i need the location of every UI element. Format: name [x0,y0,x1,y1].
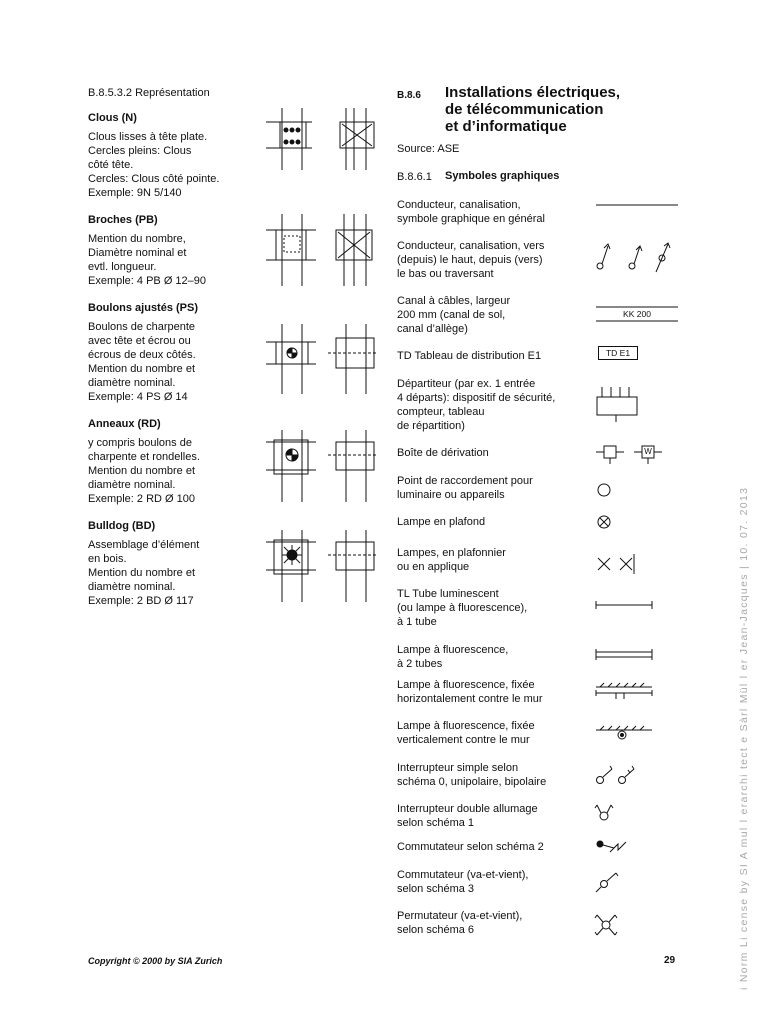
wall-lamp-icon [594,552,644,576]
source-line: Source: ASE [397,143,460,155]
text-line: Diamètre nominal et [88,247,187,259]
text-line: Point de raccordement pour [397,475,533,487]
left-block-clous [88,112,219,200]
fluorescent-2-icon [594,647,654,663]
item-ceiling-lamp [397,515,485,529]
text-line: Lampe à fluorescence, [397,644,509,656]
text-line: evtl. longueur. [88,261,157,273]
text-line: verticalement contre le mur [397,734,530,746]
text-line: Exemple: 9N 5/140 [88,187,182,199]
text-line: y compris boulons de [88,437,192,449]
pin-connection-drawing [266,214,378,286]
text-line: Commutateur selon schéma 2 [397,841,544,853]
text-line: selon schéma 3 [397,883,475,895]
text-line: TL Tube luminescent [397,588,499,600]
text-line: symbole graphique en général [397,213,545,225]
title-line: et d’informatique [445,118,567,135]
junction-box-icon [594,442,684,466]
switch-simple-icon [594,764,644,786]
section-title [445,84,620,135]
junction-box-label: W [644,447,652,456]
text-line: côté tête. [88,159,134,171]
ceiling-lamp-icon [594,512,614,532]
text-line: Clous lisses à tête plate. [88,131,208,143]
fluorescent-1-icon [594,598,654,612]
text-line: selon schéma 1 [397,817,475,829]
text-line: charpente et rondelles. [88,451,200,463]
left-block-anneaux [88,418,200,506]
left-block-boulons [88,302,198,404]
text-line: avec tête et écrou ou [88,335,191,347]
switch-double-icon [594,802,624,826]
text-line: Exemple: 2 RD Ø 100 [88,493,195,505]
text-line: Départiteur (par ex. 1 entrée [397,378,536,390]
text-line: Lampe en plafond [397,516,486,528]
item-connection-point [397,474,533,502]
item-conductor [397,198,545,226]
ring-connection-drawing [266,430,378,502]
item-fluorescent-2 [397,643,508,671]
item-two-way-switch [397,868,528,896]
text-line: canal d’allège) [397,323,468,335]
block-text [88,232,206,288]
text-line: Mention du nombre et [88,567,196,579]
item-switch-simple [397,761,546,789]
block-text [88,130,219,200]
text-line: Exemple: 4 PB Ø 12–90 [88,275,207,287]
text-line: Interrupteur simple selon [397,762,519,774]
block-title: Anneaux (RD) [88,418,161,430]
intermediate-switch-icon [594,911,624,939]
block-text [88,538,199,608]
text-line: Assemblage d’élément [88,539,200,551]
text-line: TD Tableau de distribution E1 [397,350,542,362]
text-line: Lampes, en plafonnier [397,547,506,559]
text-line: Exemple: 4 PS Ø 14 [88,391,188,403]
block-title: Broches (PB) [88,214,158,226]
text-line: Cercles pleins: Clous [88,145,192,157]
connection-point-icon [594,480,614,500]
text-line: 200 mm (canal de sol, [397,309,506,321]
text-line: le bas ou traversant [397,268,494,280]
text-line: diamètre nominal. [88,377,176,389]
block-title: Clous (N) [88,112,137,124]
text-line: Lampe à fluorescence, fixée [397,679,535,691]
text-line: en bois. [88,553,127,565]
text-line: Permutateur (va-et-vient), [397,910,523,922]
distribution-board-icon: TD E1 [598,346,638,360]
text-line: diamètre nominal. [88,479,176,491]
title-line: Installations électriques, [445,84,621,101]
text-line: à 1 tube [397,616,437,628]
bolt-connection-drawing [266,324,378,394]
subsection-title: Symboles graphiques [445,170,560,182]
text-line: Mention du nombre, [88,233,186,245]
page-number: 29 [664,955,676,966]
left-block-broches [88,214,206,288]
item-distributor [397,377,555,433]
section-number: B.8.6 [397,90,421,101]
text-line: Canal à câbles, largeur [397,295,511,307]
item-riser [397,239,544,281]
text-line: (depuis) le haut, depuis (vers) [397,254,543,266]
text-line: horizontalement contre le mur [397,693,543,705]
text-line: Conducteur, canalisation, [397,199,521,211]
left-section-label: B.8.5.3.2 Représentation [88,87,210,99]
text-line: Boulons de charpente [88,321,196,333]
item-cable-channel [397,294,510,336]
block-title: Boulons ajustés (PS) [88,302,199,314]
text-line: schéma 0, unipolaire, bipolaire [397,776,547,788]
text-line: écrous de deux côtés. [88,349,196,361]
text-line: Boîte de dérivation [397,447,489,459]
block-title: Bulldog (BD) [88,520,156,532]
fluorescent-wall-h-icon [594,683,654,703]
text-line: à 2 tubes [397,658,443,670]
line-icon [594,198,680,212]
item-fluorescent-wall-v [397,719,535,747]
text-line: 4 départs): dispositif de sécurité, [397,392,556,404]
item-junction-box [397,446,489,460]
text-line: Mention du nombre et [88,465,196,477]
text-line: Commutateur (va-et-vient), [397,869,529,881]
text-line: Cercles: Clous côté pointe. [88,173,220,185]
text-line: diamètre nominal. [88,581,176,593]
block-text [88,436,200,506]
item-intermediate-switch [397,909,522,937]
item-switch-double [397,802,538,830]
subsection-number: B.8.6.1 [397,171,432,183]
text-line: Mention du nombre et [88,363,196,375]
license-watermark: i Norm Li cense by SI A mul l erarchi tect e Sàrl Mül l er Jean-Jacques | 10. 07. 2013 [738,486,750,990]
item-commutator [397,840,544,854]
text-line: ou en applique [397,561,470,573]
item-fluorescent-1 [397,587,527,629]
nail-connection-drawing [266,108,378,170]
item-distribution-board [397,349,541,363]
riser-arrows-icon [594,238,680,278]
copyright: Copyright © 2000 by SIA Zurich [88,956,223,966]
text-line: selon schéma 6 [397,924,475,936]
two-way-switch-icon [594,870,624,896]
text-line: luminaire ou appareils [397,489,505,501]
commutator-icon [594,836,634,860]
text-line: Exemple: 2 BD Ø 117 [88,595,194,607]
block-text [88,320,198,404]
text-line: compteur, tableau [397,406,485,418]
text-line: de répartition) [397,420,465,432]
cable-channel-label: KK 200 [623,309,651,319]
item-fluorescent-wall-h [397,678,543,706]
item-wall-lamp [397,546,506,574]
text-line: Conducteur, canalisation, vers [397,240,545,252]
bulldog-connection-drawing [266,530,378,602]
text-line: (ou lampe à fluorescence), [397,602,528,614]
text-line: Interrupteur double allumage [397,803,538,815]
title-line: de télécommunication [445,101,604,118]
fluorescent-wall-v-icon [594,726,654,746]
distributor-icon [594,384,644,424]
text-line: Lampe à fluorescence, fixée [397,720,535,732]
left-block-bulldog [88,520,199,608]
